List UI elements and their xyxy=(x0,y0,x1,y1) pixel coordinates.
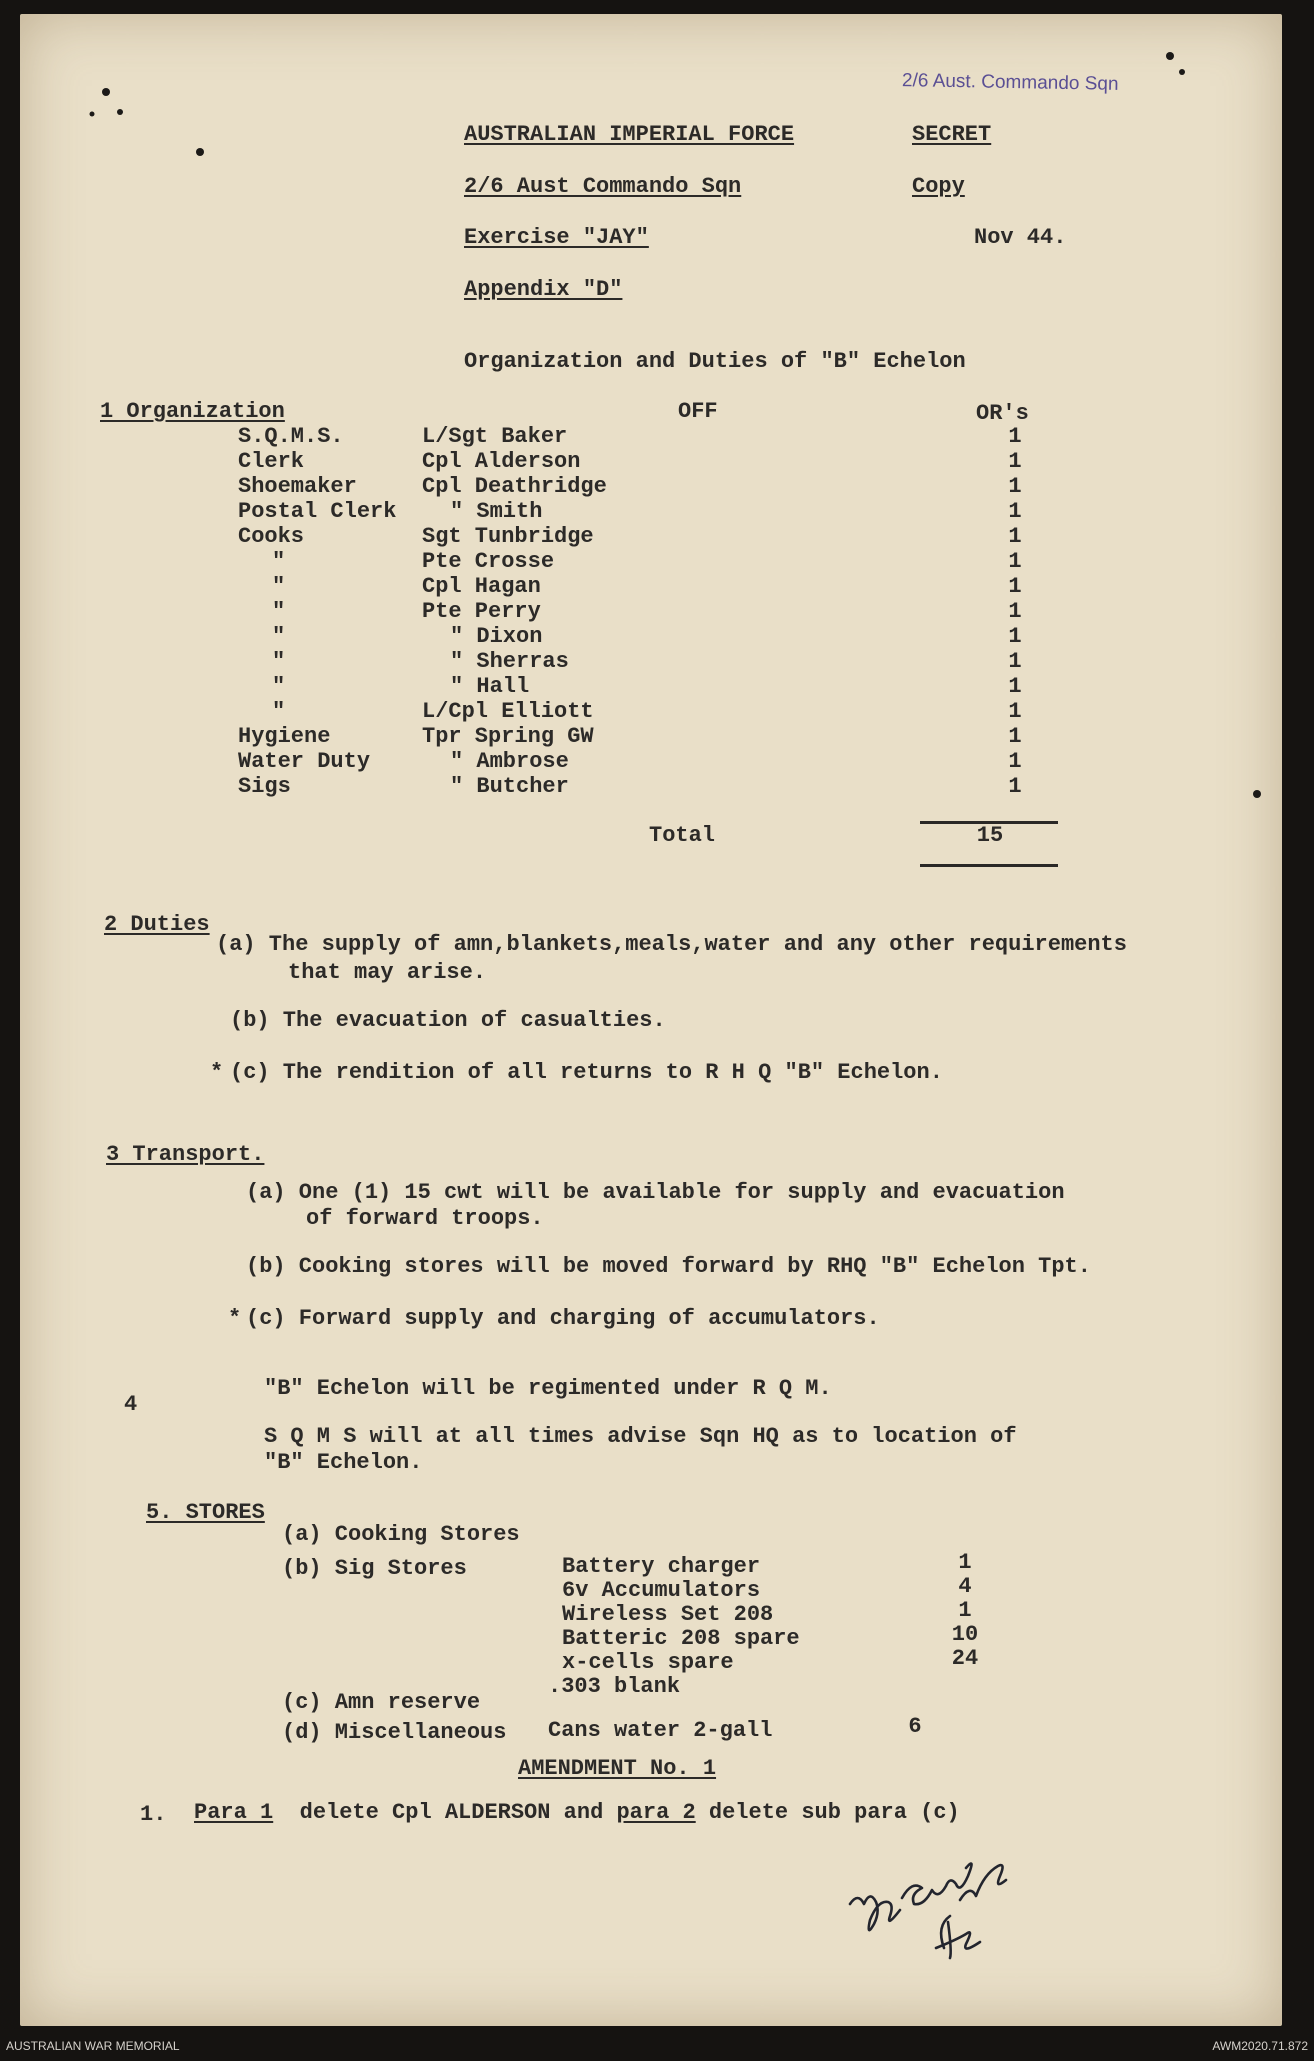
duty-c: (c) The rendition of all returns to R H Q "B" Echelon. xyxy=(230,1060,943,1085)
appendix-heading: Appendix "D" xyxy=(464,277,623,302)
org-row-ors: 1 xyxy=(1008,649,1022,674)
stores-heading: 5. STORES xyxy=(146,1500,265,1525)
transport-c-mark: * xyxy=(228,1306,242,1331)
duty-b: (b) The evacuation of casualties. xyxy=(230,1008,666,1033)
footer-archive-name: AUSTRALIAN WAR MEMORIAL xyxy=(6,2039,180,2053)
duty-a-line1: (a) The supply of amn,blankets,meals,water and any other requirements xyxy=(216,932,1127,957)
org-row-role: Clerk xyxy=(238,449,305,474)
footer-accession-number: AWM2020.71.872 xyxy=(1212,2039,1308,2053)
transport-c: (c) Forward supply and charging of accumulators. xyxy=(246,1306,880,1331)
exercise-heading: Exercise "JAY" xyxy=(464,225,649,250)
amendment-para2: para 2 xyxy=(616,1800,696,1825)
org-row-name: Tpr Spring GW xyxy=(422,724,594,749)
org-row-role: " xyxy=(272,649,286,674)
org-row-ors: 1 xyxy=(1008,599,1022,624)
org-row-role: Hygiene xyxy=(238,724,331,749)
org-row-ors: 1 xyxy=(1008,574,1022,599)
document-page xyxy=(20,14,1282,2026)
col-ors: OR's xyxy=(976,401,1029,426)
transport-a-line1: (a) One (1) 15 cwt will be available for supply and evacuation xyxy=(246,1180,1065,1205)
total-rule-bottom xyxy=(920,864,1058,867)
org-row-ors: 1 xyxy=(1008,749,1022,774)
org-row-ors: 1 xyxy=(1008,524,1022,549)
stores-d-item: Cans water 2-gall xyxy=(548,1718,773,1743)
org-row-name: " Dixon xyxy=(450,624,543,649)
col-off: OFF xyxy=(678,399,718,424)
sig-store-item: Batteric 208 spare xyxy=(562,1626,800,1651)
sig-store-qty: 24 xyxy=(951,1646,979,1671)
stores-d: (d) Miscellaneous xyxy=(282,1720,507,1745)
duty-c-mark: * xyxy=(210,1060,224,1085)
org-row-role: " xyxy=(272,674,286,699)
duty-a-line2: that may arise. xyxy=(288,960,487,985)
para4-line3: "B" Echelon. xyxy=(264,1450,423,1475)
amendment-para1: Para 1 xyxy=(194,1800,274,1825)
org-row-name: " Hall xyxy=(450,674,530,699)
classification: SECRET xyxy=(912,122,992,147)
organization-heading-text: 1 Organization xyxy=(100,399,285,424)
unit-heading: 2/6 Aust Commando Sqn xyxy=(464,174,742,199)
sig-store-qty: 1 xyxy=(958,1598,972,1623)
org-row-role: " xyxy=(272,574,286,599)
amendment-number: 1. xyxy=(140,1802,167,1827)
sig-store-item: x-cells spare xyxy=(562,1650,734,1675)
document-title: Organization and Duties of "B" Echelon xyxy=(464,349,966,374)
transport-b: (b) Cooking stores will be moved forward by RHQ "B" Echelon Tpt. xyxy=(246,1254,1091,1279)
para4-line2: S Q M S will at all times advise Sqn HQ as to location of xyxy=(264,1424,1017,1449)
sig-store-qty: 1 xyxy=(958,1550,972,1575)
document-date: Nov 44. xyxy=(974,225,1067,250)
org-row-ors: 1 xyxy=(1008,549,1022,574)
total-label: Total xyxy=(649,823,716,848)
org-row-name: " Smith xyxy=(450,499,543,524)
amendment-text2: delete sub para (c) xyxy=(708,1800,960,1825)
organization-heading xyxy=(100,399,285,424)
org-row-name: Cpl Hagan xyxy=(422,574,541,599)
org-row-role: Cooks xyxy=(238,524,305,549)
org-row-ors: 1 xyxy=(1008,474,1022,499)
org-row-ors: 1 xyxy=(1008,674,1022,699)
org-row-name: L/Cpl Elliott xyxy=(422,699,594,724)
stores-c: (c) Amn reserve xyxy=(282,1690,481,1715)
org-row-ors: 1 xyxy=(1008,774,1022,799)
org-row-role: " xyxy=(272,549,286,574)
org-row-ors: 1 xyxy=(1008,699,1022,724)
org-row-name: " Sherras xyxy=(450,649,569,674)
sig-store-item: 6v Accumulators xyxy=(562,1578,761,1603)
org-row-ors: 1 xyxy=(1008,499,1022,524)
duties-heading: 2 Duties xyxy=(104,912,210,937)
sig-store-qty: 10 xyxy=(951,1622,979,1647)
org-row-ors: 1 xyxy=(1008,449,1022,474)
org-row-name: Pte Perry xyxy=(422,599,541,624)
org-row-role: Postal Clerk xyxy=(238,499,397,524)
org-row-role: Water Duty xyxy=(238,749,371,774)
total-value: 15 xyxy=(976,823,1004,848)
sig-store-item: Wireless Set 208 xyxy=(562,1602,774,1627)
org-row-name: L/Sgt Baker xyxy=(422,424,568,449)
org-row-role: S.Q.M.S. xyxy=(238,424,344,449)
transport-a-line2: of forward troops. xyxy=(306,1206,544,1231)
org-row-role: " xyxy=(272,599,286,624)
para4-line1: "B" Echelon will be regimented under R Q M. xyxy=(264,1376,832,1401)
org-row-ors: 1 xyxy=(1008,624,1022,649)
stores-b: (b) Sig Stores xyxy=(282,1556,467,1581)
org-row-name: " Butcher xyxy=(450,774,569,799)
amendment-heading: AMENDMENT No. 1 xyxy=(518,1756,717,1781)
amendment-text1: delete Cpl ALDERSON and xyxy=(299,1800,604,1825)
org-row-role: " xyxy=(272,624,286,649)
para4-number: 4 xyxy=(124,1392,138,1417)
sig-store-item: Battery charger xyxy=(562,1554,761,1579)
org-row-ors: 1 xyxy=(1008,424,1022,449)
copy-label: Copy xyxy=(912,174,965,199)
org-row-role: " xyxy=(272,699,286,724)
handwritten-signature xyxy=(840,1826,1070,1976)
transport-heading: 3 Transport. xyxy=(106,1142,265,1167)
org-row-ors: 1 xyxy=(1008,724,1022,749)
force-heading: AUSTRALIAN IMPERIAL FORCE xyxy=(464,122,795,147)
stores-c-item: .303 blank xyxy=(548,1674,681,1699)
unit-stamp: 2/6 Aust. Commando Sqn xyxy=(901,70,1119,95)
org-row-name: Cpl Deathridge xyxy=(422,474,607,499)
amendment-line xyxy=(194,1800,960,1825)
stores-a: (a) Cooking Stores xyxy=(282,1522,520,1547)
org-row-role: Shoemaker xyxy=(238,474,357,499)
org-row-name: " Ambrose xyxy=(450,749,569,774)
org-row-name: Cpl Alderson xyxy=(422,449,581,474)
org-row-name: Sgt Tunbridge xyxy=(422,524,594,549)
org-row-name: Pte Crosse xyxy=(422,549,555,574)
org-row-role: Sigs xyxy=(238,774,291,799)
stores-d-qty: 6 xyxy=(908,1714,922,1739)
sig-store-qty: 4 xyxy=(958,1574,972,1599)
